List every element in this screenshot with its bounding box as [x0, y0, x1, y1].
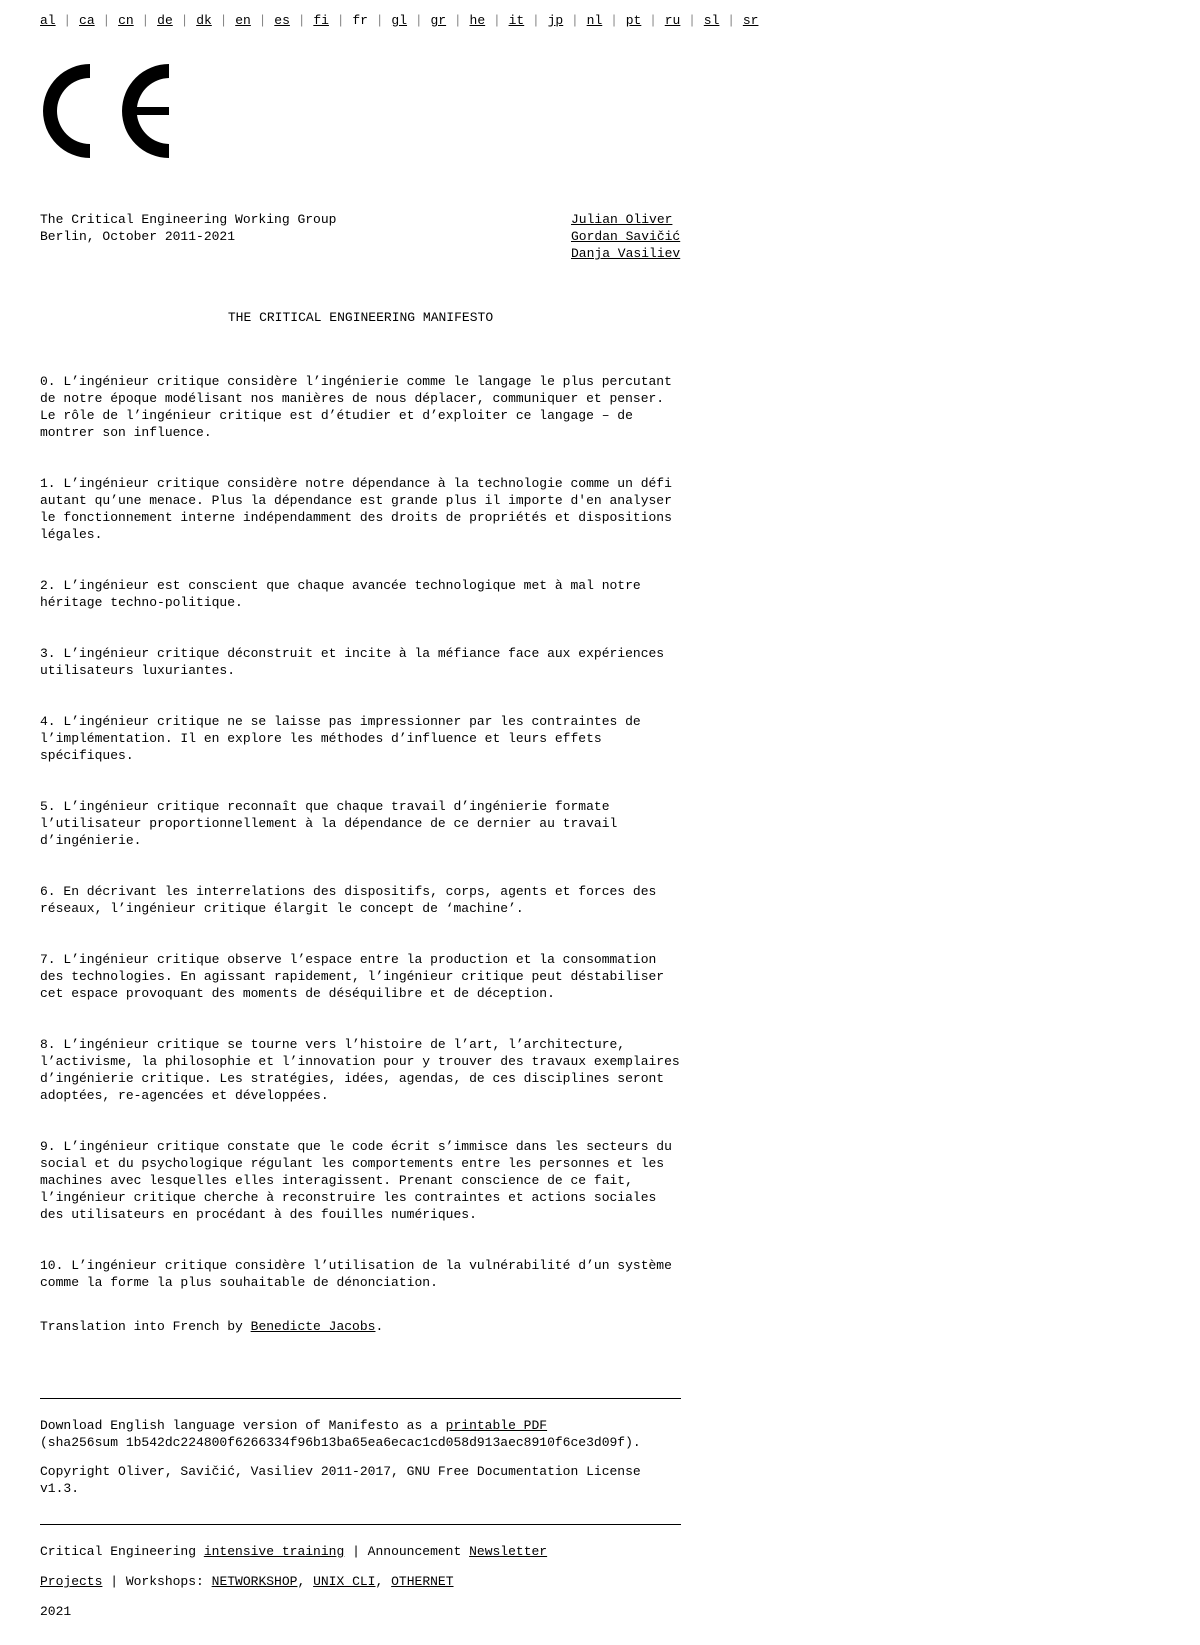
language-link-es[interactable]: es: [274, 13, 290, 28]
download-prefix: Download English language version of Manifesto as a: [40, 1418, 446, 1433]
manifesto-title: THE CRITICAL ENGINEERING MANIFESTO: [227, 310, 494, 325]
manifesto-point: 1. L’ingénieur critique considère notre dépendance à la technologie comme un défi autant qu’une menace. Plus la dépendance est grande plus il importe d'en analyser le fonctionnement interne indépendamment des droits de propriétés et dispositions légales.: [40, 476, 672, 542]
language-separator: |: [531, 13, 540, 28]
manifesto-point: 10. L’ingénieur critique considère l’utilisation de la vulnérabilité d’un système comme la forme la plus souhaitable de dénonciation.: [40, 1258, 672, 1290]
download-info: [40, 1417, 685, 1451]
workshop-separator: ,: [375, 1574, 392, 1589]
language-link-it[interactable]: it: [508, 13, 525, 28]
language-separator: |: [375, 13, 384, 28]
pdf-download-link[interactable]: printable PDF: [445, 1418, 548, 1433]
manifesto-points: [40, 373, 685, 1325]
language-link-ca[interactable]: ca: [79, 13, 95, 28]
language-separator: |: [453, 13, 462, 28]
language-link-ru[interactable]: ru: [664, 13, 681, 28]
translation-credit: [40, 1318, 685, 1335]
group-name: The Critical Engineering Working Group: [40, 212, 337, 227]
workshop-link-othernet[interactable]: OTHERNET: [391, 1574, 454, 1589]
author-link-vasiliev[interactable]: Danja Vasiliev: [571, 246, 681, 261]
language-link-al[interactable]: al: [40, 13, 56, 28]
divider: [40, 1398, 681, 1399]
language-link-en[interactable]: en: [235, 13, 251, 28]
workshop-link-networkshop[interactable]: NETWORKSHOP: [211, 1574, 298, 1589]
workshop-separator: ,: [297, 1574, 314, 1589]
newsletter-link[interactable]: Newsletter: [469, 1544, 548, 1559]
language-separator: |: [688, 13, 696, 28]
author-link-savicic[interactable]: Gordan Savičić: [571, 229, 681, 244]
language-link-cn[interactable]: cn: [118, 13, 134, 28]
language-separator: |: [571, 13, 579, 28]
translation-suffix: .: [375, 1319, 384, 1334]
manifesto-point: 8. L’ingénieur critique se tourne vers l’histoire de l’art, l’architecture, l’activisme, la philosophie et l’innovation pour y trouver des travaux exemplaires d’ingénierie critique. Les stratégies, idées, agendas, de ces disciplines seront adoptées, re-agencées et développées.: [40, 1037, 680, 1103]
language-separator: |: [219, 13, 228, 28]
manifesto-point: 3. L’ingénieur critique déconstruit et incite à la méfiance face aux expériences utilisateurs luxuriantes.: [40, 646, 665, 678]
language-separator: |: [297, 13, 306, 28]
workshops-text: | Workshops:: [102, 1574, 212, 1589]
manifesto-point: 5. L’ingénieur critique reconnaît que chaque travail d’ingénierie formate l’utilisateur proportionnellement à la dépendance de ce dernier au travail d’ingénierie.: [40, 799, 618, 848]
header-info: [40, 211, 520, 245]
language-bar: [40, 12, 758, 29]
footer-year: 2021: [40, 1604, 72, 1619]
manifesto-point: 0. L’ingénieur critique considère l’ingénierie comme le langage le plus percutant de notre époque modélisant nos manières de nous déplacer, communiquer et penser. Le rôle de l’ingénieur critique est d’étudier et d’exploiter ce langage – de montrer son influence.: [40, 374, 672, 440]
manifesto-point: 9. L’ingénieur critique constate que le code écrit s’immisce dans les secteurs du social et du psychologique régulant les comportements entre les personnes et les machines avec lesquelles elles interagissent. Prenant conscience de ce fait, l’ingénieur critique cherche à reconstruire les contraintes et actions sociales des utilisateurs en procédant à des fouilles numériques.: [40, 1139, 672, 1222]
author-list: [571, 211, 691, 262]
language-separator: |: [258, 13, 267, 28]
language-link-fi[interactable]: fi: [313, 13, 329, 28]
language-separator: |: [63, 13, 72, 28]
language-link-dk[interactable]: dk: [196, 13, 212, 28]
language-link-jp[interactable]: jp: [547, 13, 564, 28]
language-separator: |: [649, 13, 657, 28]
language-separator: |: [180, 13, 189, 28]
translator-link[interactable]: Benedicte Jacobs: [250, 1319, 376, 1334]
language-separator: |: [141, 13, 150, 28]
language-separator: |: [727, 13, 736, 28]
footer-training-row: [40, 1543, 547, 1560]
language-link-he[interactable]: he: [469, 13, 486, 28]
language-link-de[interactable]: de: [157, 13, 173, 28]
ce-logo-icon: [38, 64, 170, 158]
pdf-hash: (sha256sum 1b542dc224800f6266334f96b13ba65ea6ecac1cd058d913aec8910f6ce3d09f).: [40, 1435, 641, 1450]
language-separator: |: [492, 13, 501, 28]
divider: [40, 1524, 681, 1525]
manifesto-point: 6. En décrivant les interrelations des dispositifs, corps, agents et forces des réseaux, l’ingénieur critique élargit le concept de ‘machine’.: [40, 884, 657, 916]
manifesto-point: 2. L’ingénieur est conscient que chaque avancée technologique met à mal notre héritage techno-politique.: [40, 578, 641, 610]
manifesto-point: 4. L’ingénieur critique ne se laisse pas impressionner par les contraintes de l’implémentation. Il en explore les méthodes d’influence et leurs effets spécifiques.: [40, 714, 641, 763]
translation-prefix: Translation into French by: [40, 1319, 251, 1334]
language-link-nl[interactable]: nl: [586, 13, 603, 28]
workshop-link-unix-cli[interactable]: UNIX CLI: [313, 1574, 376, 1589]
language-link-sr[interactable]: sr: [742, 13, 759, 28]
training-link[interactable]: intensive training: [203, 1544, 345, 1559]
author-link-oliver[interactable]: Julian Oliver: [571, 212, 673, 227]
language-separator: |: [610, 13, 618, 28]
copyright-text: Copyright Oliver, Savičić, Vasiliev 2011-2017, GNU Free Documentation License v1.3.: [40, 1464, 641, 1496]
language-link-fr: fr: [352, 13, 368, 28]
place-date: Berlin, October 2011-2021: [40, 229, 236, 244]
language-separator: |: [336, 13, 345, 28]
manifesto-point: 7. L’ingénieur critique observe l’espace entre la production et la consommation des technologies. En agissant rapidement, l’ingénieur critique peut déstabiliser cet espace provoquant des moments de déséquilibre et de déception.: [40, 952, 665, 1001]
language-link-pt[interactable]: pt: [625, 13, 642, 28]
footer-projects-row: [40, 1573, 454, 1590]
training-prefix: Critical Engineering: [40, 1544, 204, 1559]
announcement-text: | Announcement: [344, 1544, 470, 1559]
language-link-gr[interactable]: gr: [430, 13, 447, 28]
language-separator: |: [102, 13, 111, 28]
language-link-sl[interactable]: sl: [703, 13, 720, 28]
projects-link[interactable]: Projects: [40, 1574, 103, 1589]
language-link-gl[interactable]: gl: [391, 13, 408, 28]
language-separator: |: [414, 13, 423, 28]
